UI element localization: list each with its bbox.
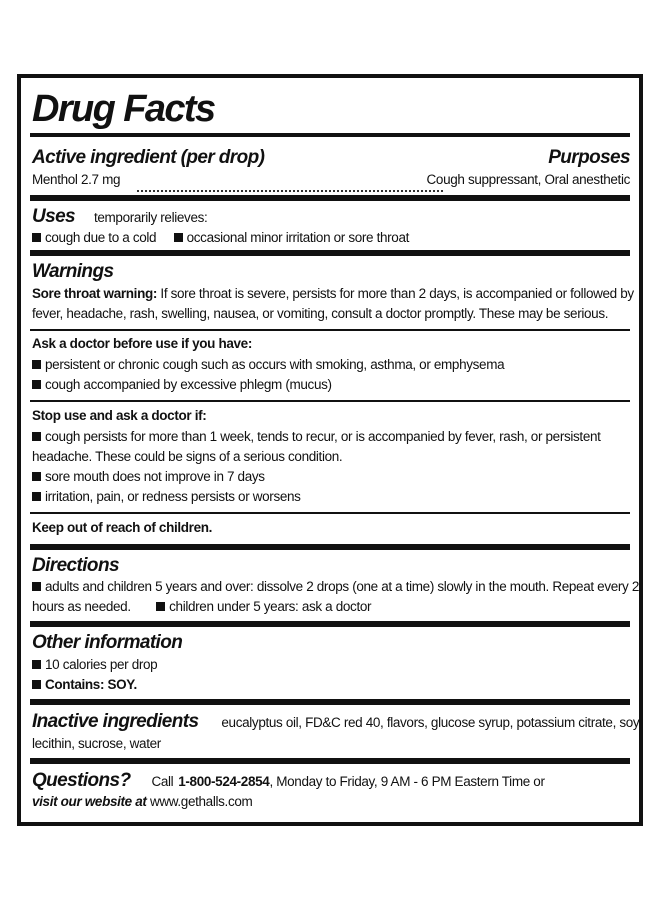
divider bbox=[30, 512, 630, 514]
keep-out-warning: Keep out of reach of children. bbox=[32, 520, 213, 535]
section-divider bbox=[30, 544, 630, 550]
uses-heading: Uses bbox=[32, 206, 76, 227]
section-divider bbox=[30, 195, 630, 201]
website-label: visit our website at bbox=[32, 794, 147, 809]
active-ingredient-purpose: Cough suppressant, Oral anesthetic bbox=[426, 172, 630, 187]
drug-facts-panel bbox=[17, 74, 643, 826]
bullet-square-icon bbox=[32, 472, 41, 481]
list-item bbox=[32, 356, 630, 374]
divider bbox=[30, 400, 630, 402]
section-divider bbox=[30, 758, 630, 764]
list-item bbox=[32, 376, 630, 394]
inactive-heading: Inactive ingredients bbox=[32, 711, 199, 732]
bullet-square-icon bbox=[32, 582, 41, 591]
section-divider bbox=[30, 621, 630, 627]
bullet-square-icon bbox=[174, 233, 183, 242]
hours-text: , Monday to Friday, 9 AM - 6 PM Eastern Time or bbox=[269, 774, 545, 789]
list-item-cont: headache. These could be signs of a serious condition. bbox=[32, 449, 343, 464]
list-item-text: hours as needed. bbox=[32, 599, 131, 614]
list-item: occasional minor irritation or sore throat bbox=[186, 230, 410, 245]
list-item: cough due to a cold bbox=[45, 230, 157, 245]
directions-heading: Directions bbox=[32, 555, 119, 576]
sore-throat-warning bbox=[32, 285, 634, 303]
uses-items bbox=[32, 229, 630, 247]
directions-cont bbox=[32, 598, 630, 616]
list-item-text: persistent or chronic cough such as occurs with smoking, asthma, or emphysema bbox=[45, 357, 505, 372]
list-item bbox=[32, 488, 630, 506]
list-item bbox=[32, 676, 630, 694]
uses-row bbox=[32, 205, 630, 230]
list-item-text: cough persists for more than 1 week, tends to recur, or is accompanied by fever, rash, or persistent bbox=[45, 429, 601, 444]
questions-row bbox=[32, 769, 630, 794]
ask-doctor-heading: Ask a doctor before use if you have: bbox=[32, 336, 252, 351]
call-label: Call bbox=[151, 774, 174, 789]
title-divider bbox=[30, 133, 630, 137]
inactive-row bbox=[32, 710, 640, 735]
sore-throat-text: If sore throat is severe, persists for more than 2 days, is accompanied or followed by bbox=[160, 286, 634, 301]
page-title: Drug Facts bbox=[32, 88, 215, 130]
website-link: www.gethalls.com bbox=[149, 794, 253, 809]
divider bbox=[30, 329, 630, 331]
bullet-square-icon bbox=[32, 492, 41, 501]
purposes-heading: Purposes bbox=[548, 147, 630, 168]
bullet-square-icon bbox=[32, 660, 41, 669]
list-item-text: sore mouth does not improve in 7 days bbox=[45, 469, 265, 484]
list-item-text: children under 5 years: ask a doctor bbox=[169, 599, 372, 614]
bullet-square-icon bbox=[156, 602, 165, 611]
section-divider bbox=[30, 699, 630, 705]
section-divider bbox=[30, 250, 630, 256]
list-item bbox=[32, 578, 639, 596]
sore-throat-text-cont: fever, headache, rash, swelling, nausea, or vomiting, consult a doctor promptly. These may be serious. bbox=[32, 306, 609, 321]
bullet-square-icon bbox=[32, 233, 41, 242]
phone-number: 1-800-524-2854 bbox=[178, 774, 270, 789]
list-item-text: irritation, pain, or redness persists or worsens bbox=[45, 489, 301, 504]
list-item-text: adults and children 5 years and over: dissolve 2 drops (one at a time) slowly in the mouth. Repeat every 2 bbox=[45, 579, 639, 594]
questions-heading: Questions? bbox=[32, 770, 131, 791]
stop-use-heading: Stop use and ask a doctor if: bbox=[32, 408, 207, 423]
list-item-text: 10 calories per drop bbox=[45, 657, 158, 672]
active-ingredient-heading: Active ingredient (per drop) bbox=[32, 147, 265, 168]
warnings-heading: Warnings bbox=[32, 261, 114, 282]
list-item bbox=[32, 468, 630, 486]
uses-intro: temporarily relieves: bbox=[93, 210, 208, 225]
list-item-text: Contains: SOY. bbox=[45, 677, 137, 692]
list-item bbox=[32, 428, 630, 446]
list-item bbox=[32, 656, 630, 674]
bullet-square-icon bbox=[32, 432, 41, 441]
leader-dots bbox=[137, 172, 443, 192]
other-info-heading: Other information bbox=[32, 632, 183, 653]
website-row bbox=[32, 793, 630, 811]
inactive-text-cont: lecithin, sucrose, water bbox=[32, 736, 161, 751]
bullet-square-icon bbox=[32, 380, 41, 389]
inactive-text: eucalyptus oil, FD&C red 40, flavors, glucose syrup, potassium citrate, soy bbox=[221, 715, 640, 730]
bullet-square-icon bbox=[32, 680, 41, 689]
list-item-text: cough accompanied by excessive phlegm (mucus) bbox=[45, 377, 332, 392]
bullet-square-icon bbox=[32, 360, 41, 369]
sore-throat-label: Sore throat warning: bbox=[32, 286, 158, 301]
active-ingredient-name: Menthol 2.7 mg bbox=[32, 172, 121, 187]
